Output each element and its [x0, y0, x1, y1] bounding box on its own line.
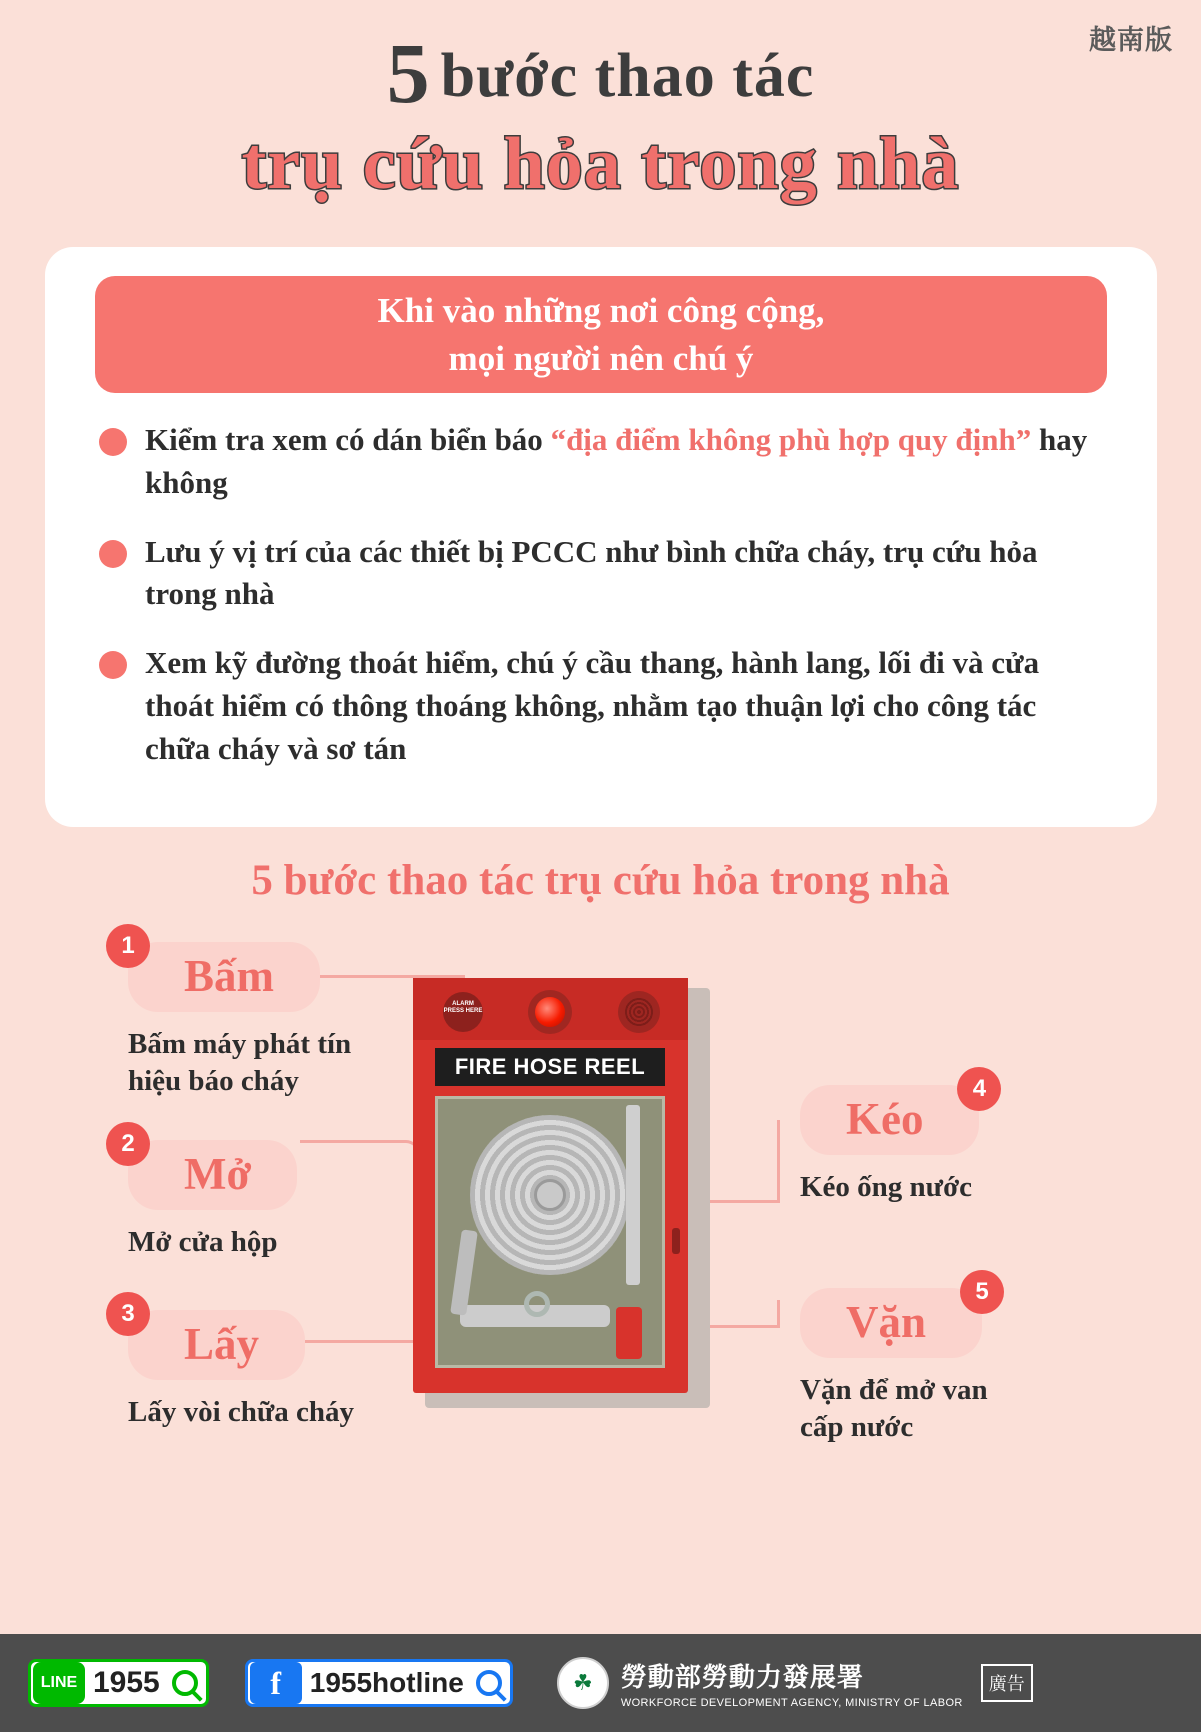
title-line-1: [0, 25, 1201, 121]
step-3-pill: [121, 1300, 305, 1380]
step-4-label: Kéo: [846, 1094, 924, 1144]
fire-hose-cabinet-illustration: [413, 978, 698, 1398]
search-icon[interactable]: [476, 1670, 502, 1696]
step-3: [121, 1300, 408, 1431]
step-5-number: 5: [960, 1270, 1004, 1314]
bullet-text: Lưu ý vị trí của các thiết bị PCCC như bình chữa cháy, trụ cứu hỏa trong nhà: [145, 533, 1038, 612]
agency-block: [557, 1657, 1033, 1709]
card-banner: [95, 276, 1107, 393]
title-number: 5: [386, 25, 431, 121]
step-4-pill: [800, 1075, 987, 1155]
step-5-label: Vặn: [846, 1297, 927, 1347]
cabinet-body: [413, 978, 688, 1393]
step-1-desc: Bấm máy phát tín hiệu báo cháy: [128, 1028, 352, 1098]
banner-line-2: mọi người nên chú ý: [448, 338, 754, 378]
agency-name-zh: 勞動部勞動力發展署: [620, 1663, 864, 1693]
cabinet-top-panel: [413, 978, 688, 1040]
bullet-list: [99, 419, 1109, 796]
step-2-number: 2: [106, 1122, 150, 1166]
facebook-contact[interactable]: [245, 1659, 513, 1707]
step-5-desc: Vặn để mở van cấp nước: [800, 1374, 988, 1444]
line-contact[interactable]: [28, 1659, 209, 1707]
agency-emblem-icon: ☘: [557, 1657, 609, 1709]
bullet-text: Xem kỹ đường thoát hiểm, chú ý cầu thang, hành lang, lối đi và cửa thoát hiểm có thông thoáng không, nhằm tạo thuận lợi cho công tác chữa cháy và sơ tán: [145, 645, 1040, 766]
hose-nozzle-icon: [450, 1229, 478, 1315]
step-1-label: Bấm: [184, 951, 274, 1001]
facebook-icon: f: [250, 1662, 302, 1704]
alarm-button-icon[interactable]: [443, 992, 483, 1032]
line-icon: LINE: [33, 1662, 85, 1704]
step-3-number: 3: [106, 1292, 150, 1336]
bullet-dot-icon: [99, 428, 127, 456]
page-title: [0, 25, 1201, 206]
hose-reel-icon: [470, 1115, 630, 1275]
alarm-lamp-glow: [535, 997, 565, 1027]
alarm-lamp-icon: [528, 990, 572, 1034]
list-item: [99, 642, 1109, 770]
step-2-pill: [121, 1130, 297, 1210]
water-valve-icon[interactable]: [524, 1291, 550, 1317]
list-item: [99, 419, 1109, 505]
cabinet-window: [435, 1096, 665, 1368]
ad-label: 廣告: [981, 1664, 1033, 1702]
step-4: [800, 1075, 1060, 1206]
cabinet-latch[interactable]: [672, 1228, 680, 1254]
vertical-pipe: [626, 1105, 640, 1285]
info-card: [45, 247, 1157, 827]
agency-text: [621, 1657, 963, 1709]
line-number: 1955: [93, 1666, 160, 1699]
alarm-button-text: ALARM PRESS HERE: [443, 1001, 483, 1014]
step-1: [121, 932, 398, 1100]
connector-line-5b: [777, 1300, 780, 1328]
bullet-1-highlight: “địa điểm không phù hợp quy định”: [550, 422, 1032, 457]
bullet-1-part2: hay không: [145, 422, 1088, 500]
step-5: [800, 1278, 1030, 1446]
title-line-2: trụ cứu hỏa trong nhà: [241, 123, 960, 206]
agency-name-en: WORKFORCE DEVELOPMENT AGENCY, MINISTRY OF LABOR: [620, 1697, 963, 1709]
bell-grill: [624, 997, 654, 1027]
bullet-text: [145, 419, 1109, 505]
bullet-dot-icon: [99, 540, 127, 568]
step-4-desc: Kéo ống nước: [800, 1171, 973, 1203]
alarm-bell-icon: [618, 991, 660, 1033]
step-2-desc: Mở cửa hộp: [128, 1226, 278, 1258]
search-icon[interactable]: [172, 1670, 198, 1696]
cabinet-sign: FIRE HOSE REEL: [435, 1048, 665, 1086]
step-2: [121, 1130, 398, 1261]
facebook-handle: 1955hotline: [309, 1667, 464, 1698]
step-5-pill: [800, 1278, 989, 1358]
reel-hub: [534, 1179, 566, 1211]
step-1-pill: [121, 932, 320, 1012]
step-4-number: 4: [957, 1067, 1001, 1111]
footer-bar: [0, 1634, 1201, 1732]
title-line1-text: bước thao tác: [440, 42, 815, 110]
step-2-label: Mở: [184, 1149, 252, 1199]
step-3-label: Lấy: [184, 1319, 260, 1369]
banner-line-1: Khi vào những nơi công cộng,: [377, 291, 825, 331]
bullet-dot-icon: [99, 651, 127, 679]
red-extinguisher-icon: [616, 1307, 642, 1359]
section-heading: 5 bước thao tác trụ cứu hỏa trong nhà: [251, 857, 950, 904]
edition-tag: 越南版: [1089, 25, 1173, 56]
step-3-desc: Lấy vòi chữa cháy: [128, 1396, 355, 1428]
connector-line-4b: [777, 1120, 780, 1202]
bullet-1-part1: Kiểm tra xem có dán biển báo: [145, 422, 551, 457]
list-item: [99, 531, 1109, 617]
step-1-number: 1: [106, 924, 150, 968]
